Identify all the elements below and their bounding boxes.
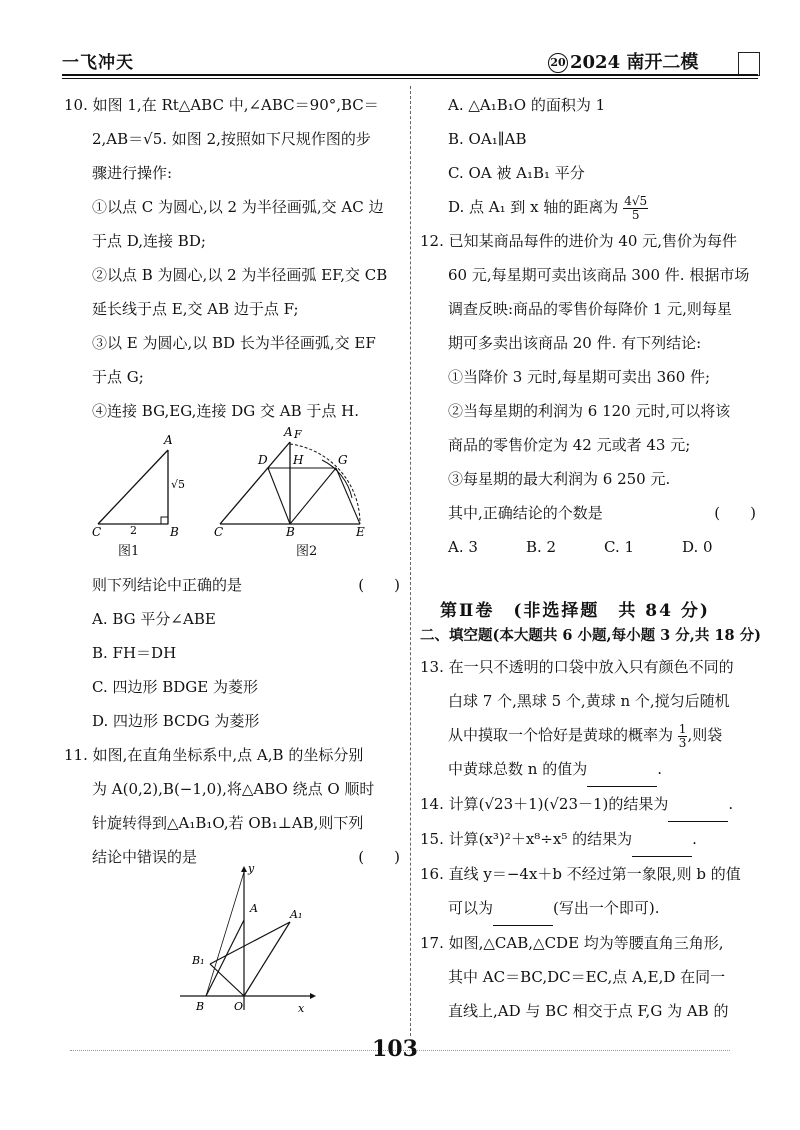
fraction-numerator: 1 <box>678 721 687 736</box>
q11-line: 针旋转得到△A₁B₁O,若 OB₁⊥AB,则下列 <box>92 814 364 832</box>
q11-option-d <box>420 190 760 224</box>
q11-option-d-text: D. 点 A₁ 到 x 轴的距离为 <box>448 198 619 216</box>
q10-line: 10. 如图 1,在 Rt△ABC 中,∠ABC＝90°,BC＝ <box>64 96 379 114</box>
q15-answer-blank[interactable] <box>632 822 692 857</box>
page-number: 103 <box>372 1036 418 1062</box>
q15: 15. 计算(x³)²＋x⁸÷x⁵ 的结果为 . <box>420 822 765 857</box>
fill-blank-title: 二、填空题(本大题共 6 小题,每小题 3 分,共 18 分) <box>420 627 761 644</box>
q16-text: 可以为 <box>448 899 494 917</box>
figure-3 <box>170 860 320 1020</box>
q11-option: C. OA 被 A₁B₁ 平分 <box>448 164 585 182</box>
q14-text: 14. 计算(√23＋1)(√23－1)的结果为 <box>420 795 669 813</box>
q10-line: 2,AB＝√5. 如图 2,按照如下尺规作图的步 <box>92 130 371 148</box>
fig3-label-A: A <box>250 902 258 915</box>
q12-option: A. 3 <box>448 538 478 556</box>
header-circle-mark: 20 <box>548 53 568 73</box>
q10-line: 于点 D,连接 BD; <box>92 232 206 250</box>
q12-option: D. 0 <box>682 538 713 556</box>
q13-line-last: 中黄球总数 n 的值为 . <box>420 752 765 787</box>
q11-answer-paren: ( ) <box>358 848 400 866</box>
fig2-label-B: B <box>286 525 295 539</box>
q10-line: 骤进行操作: <box>92 164 173 182</box>
q13-text: 中黄球总数 n 的值为 <box>448 760 588 778</box>
fraction-numerator: 4√5 <box>624 193 648 208</box>
q13-tail: ,则袋 <box>687 726 723 744</box>
q10-option: B. FH＝DH <box>92 644 177 662</box>
header-box <box>738 52 760 76</box>
q17-line: 其中 AC＝BC,DC＝EC,点 A,E,D 在同一 <box>448 968 726 986</box>
fraction-denominator: 3 <box>678 735 687 750</box>
question-11 <box>64 738 404 874</box>
q10-stem <box>64 568 404 602</box>
q12-option: C. 1 <box>604 538 635 556</box>
header-brand: 一飞冲天 <box>62 53 134 73</box>
q12-line: 调查反映:商品的零售价每降价 1 元,则每星 <box>448 300 732 318</box>
q17-line: 17. 如图,△CAB,△CDE 均为等腰直角三角形, <box>420 934 724 952</box>
fig3-label-x: x <box>298 1002 305 1015</box>
q12-line: 商品的零售价定为 42 元或者 43 元; <box>448 436 691 454</box>
header-rule <box>62 74 758 76</box>
figure-1 <box>84 420 204 560</box>
fill-blank-questions <box>420 650 765 1028</box>
q12-stem-text: 其中,正确结论的个数是 <box>448 504 603 522</box>
fig1-label-C: C <box>92 525 102 539</box>
q12-line: ②当每星期的利润为 6 120 元时,可以将该 <box>448 402 731 420</box>
q12-line: 期可多卖出该商品 20 件. 有下列结论: <box>448 334 702 352</box>
q10-option: D. 四边形 BCDG 为菱形 <box>92 712 260 730</box>
q17-line: 直线上,AD 与 BC 相交于点 F,G 为 AB 的 <box>448 1002 729 1020</box>
fig1-base-label: 2 <box>130 524 137 537</box>
fig3-label-A1: A₁ <box>290 908 303 921</box>
q12-stem <box>420 496 760 530</box>
q10-choices <box>64 568 404 738</box>
q13-fraction <box>678 723 688 750</box>
q12-answer-paren: ( ) <box>714 504 756 522</box>
q12-line: ①当降价 3 元时,每星期可卖出 360 件; <box>448 368 711 386</box>
column-divider <box>410 86 411 1036</box>
fraction-denominator: 5 <box>631 207 640 222</box>
q11-option: B. OA₁∥AB <box>448 130 527 148</box>
q10-option: C. 四边形 BDGE 为菱形 <box>92 678 258 696</box>
q16-line: 16. 直线 y＝−4x＋b 不经过第一象限,则 b 的值 <box>420 865 741 883</box>
q12-line: 12. 已知某商品每件的进价为 40 元,售价为每件 <box>420 232 738 250</box>
q15-text: 15. 计算(x³)²＋x⁸÷x⁵ 的结果为 <box>420 830 633 848</box>
q12-line: ③每星期的最大利润为 6 250 元. <box>448 470 671 488</box>
fig2-label-C: C <box>214 525 224 539</box>
q11-line: 11. 如图,在直角坐标系中,点 A,B 的坐标分别 <box>64 746 364 764</box>
q11-d-fraction <box>623 195 648 222</box>
fig3-label-B1: B₁ <box>192 954 205 967</box>
q11-stem-text: 结论中错误的是 <box>92 848 198 866</box>
q14: 14. 计算(√23＋1)(√23－1)的结果为 . <box>420 787 765 822</box>
q10-line: ④连接 BG,EG,连接 DG 交 AB 于点 H. <box>92 402 360 420</box>
q16-tail: (写出一个即可). <box>553 899 660 917</box>
fig1-label-B: B <box>170 525 179 539</box>
q11-line: 为 A(0,2),B(−1,0),将△ABO 绕点 O 顺时 <box>92 780 375 798</box>
section-2-title: 第Ⅱ卷 (非选择题 共 84 分) <box>440 601 710 621</box>
q10-stem-text: 则下列结论中正确的是 <box>92 576 243 594</box>
q16-answer-blank[interactable] <box>493 891 553 926</box>
q13-line-frac <box>420 718 765 752</box>
fig2-caption: 图2 <box>296 544 318 559</box>
right-column <box>420 88 760 564</box>
fig2-label-H: H <box>293 453 304 467</box>
q10-line: 于点 G; <box>92 368 144 386</box>
q11-option: A. △A₁B₁O 的面积为 1 <box>448 96 606 114</box>
question-10 <box>64 88 404 428</box>
q10-line: ①以点 C 为圆心,以 2 为半径画弧,交 AC 边 <box>92 198 384 216</box>
fig2-label-A: A <box>284 425 293 439</box>
q13-answer-blank[interactable] <box>587 752 657 787</box>
fig3-label-B: B <box>196 1000 205 1013</box>
q14-answer-blank[interactable] <box>668 787 728 822</box>
header-rule-thin <box>62 78 758 79</box>
fig1-side-label: √5 <box>171 478 186 491</box>
fig2-label-D: D <box>258 453 268 467</box>
q10-line: 延长线于点 E,交 AB 边于点 F; <box>92 300 299 318</box>
fig3-label-y: y <box>248 862 255 875</box>
fig1-label-A: A <box>164 433 173 447</box>
fig2-label-E: E <box>356 525 365 539</box>
q16-line-last <box>420 891 765 926</box>
q13-line: 白球 7 个,黑球 5 个,黄球 n 个,搅匀后随机 <box>448 692 730 710</box>
header-title-text: 2024 南开二模 <box>570 52 699 73</box>
header-title <box>548 48 698 74</box>
q10-option: A. BG 平分∠ABE <box>92 610 216 628</box>
q10-line: ③以 E 为圆心,以 BD 长为半径画弧,交 EF <box>92 334 376 352</box>
fig1-caption: 图1 <box>118 544 140 559</box>
fig2-label-F: F <box>294 428 302 441</box>
q13-line: 13. 在一只不透明的口袋中放入只有颜色不同的 <box>420 658 734 676</box>
figure-2 <box>210 420 400 560</box>
q10-line: ②以点 B 为圆心,以 2 为半径画弧 EF,交 CB <box>92 266 388 284</box>
fig2-label-G: G <box>338 453 348 467</box>
q12-line: 60 元,每星期可卖出该商品 300 件. 根据市场 <box>448 266 750 284</box>
q13-text: 从中摸取一个恰好是黄球的概率为 <box>448 726 674 744</box>
q10-answer-paren: ( ) <box>358 576 400 594</box>
q12-option: B. 2 <box>526 538 557 556</box>
fig3-label-O: O <box>234 1000 244 1013</box>
q12-options <box>420 530 760 564</box>
